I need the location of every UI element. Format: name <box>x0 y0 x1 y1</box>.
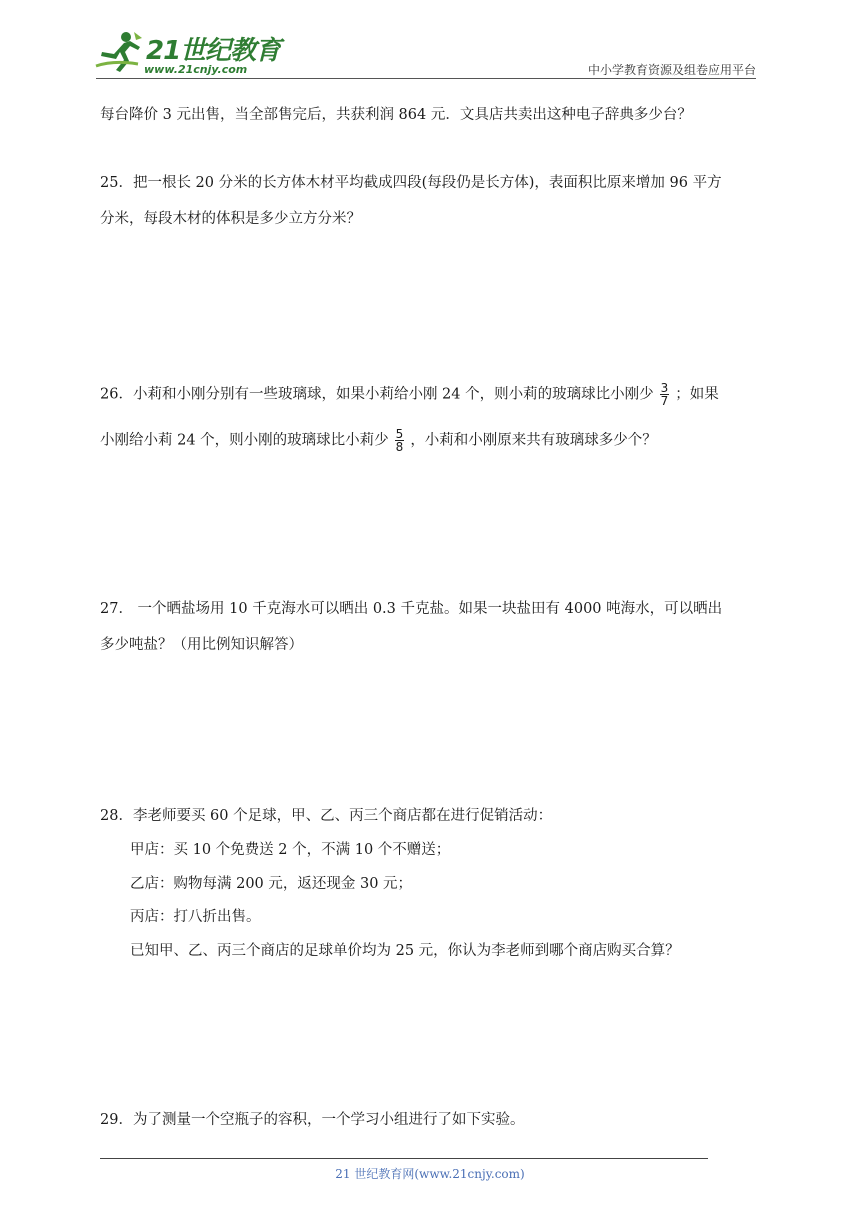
q26-line1 <box>100 382 719 407</box>
q27-line2: 多少吨盐？（用比例知识解答） <box>100 637 303 653</box>
frac1-denominator: 7 <box>660 394 669 408</box>
q24-continuation: 每台降价 3 元出售，当全部售完后，共获利润 864 元．文具店共卖出这种电子辞典多少台？ <box>100 107 692 123</box>
header-divider <box>96 78 756 79</box>
q26-text-d: ，小莉和小刚原来共有玻璃球多少个？ <box>410 432 657 449</box>
page-header <box>0 0 860 82</box>
q27-line1: 27． 一个晒盐场用 10 千克海水可以晒出 0.3 千克盐。如果一块盐田有 4000 吨海水，可以晒出 <box>100 601 723 617</box>
platform-label: 中小学教育资源及组卷应用平台 <box>587 63 756 77</box>
q26-text-c: 小刚给小莉 24 个，则小刚的玻璃球比小莉少 <box>100 432 389 449</box>
fraction-3-7 <box>660 382 670 407</box>
logo-text: 21世纪教育 <box>146 36 281 66</box>
frac1-numerator: 3 <box>660 381 669 395</box>
q28-shop-b: 乙店：购物每满 200 元，返还现金 30 元； <box>130 876 413 892</box>
q26-line2 <box>100 428 657 453</box>
fraction-5-8 <box>395 428 405 453</box>
footer-text: 21 世纪教育网(www.21cnjy.com) <box>335 1167 525 1181</box>
q26-text-b: ；如果 <box>675 386 719 403</box>
frac2-numerator: 5 <box>395 427 404 441</box>
q26-text-a: 26．小莉和小刚分别有一些玻璃球，如果小莉给小刚 24 个，则小莉的玻璃球比小刚少 <box>100 386 654 403</box>
q28-line1: 28．李老师要买 60 个足球，甲、乙、丙三个商店都在进行促销活动： <box>100 808 553 824</box>
q28-shop-a: 甲店：买 10 个免费送 2 个，不满 10 个不赠送； <box>130 842 451 858</box>
q29-line1: 29．为了测量一个空瓶子的容积，一个学习小组进行了如下实验。 <box>100 1112 525 1128</box>
footer-divider <box>100 1158 708 1159</box>
q25-line2: 分米，每段木材的体积是多少立方分米？ <box>100 211 361 227</box>
q28-shop-c: 丙店：打八折出售。 <box>130 909 261 925</box>
q25-line1: 25．把一根长 20 分米的长方体木材平均截成四段(每段仍是长方体)，表面积比原来增加 96 平方 <box>100 175 722 191</box>
runner-logo-icon <box>94 30 144 76</box>
frac2-denominator: 8 <box>395 440 404 454</box>
q28-question: 已知甲、乙、丙三个商店的足球单价均为 25 元，你认为李老师到哪个商店购买合算？ <box>130 943 680 959</box>
logo-url: www.21cnjy.com <box>144 63 248 76</box>
logo <box>94 30 281 80</box>
